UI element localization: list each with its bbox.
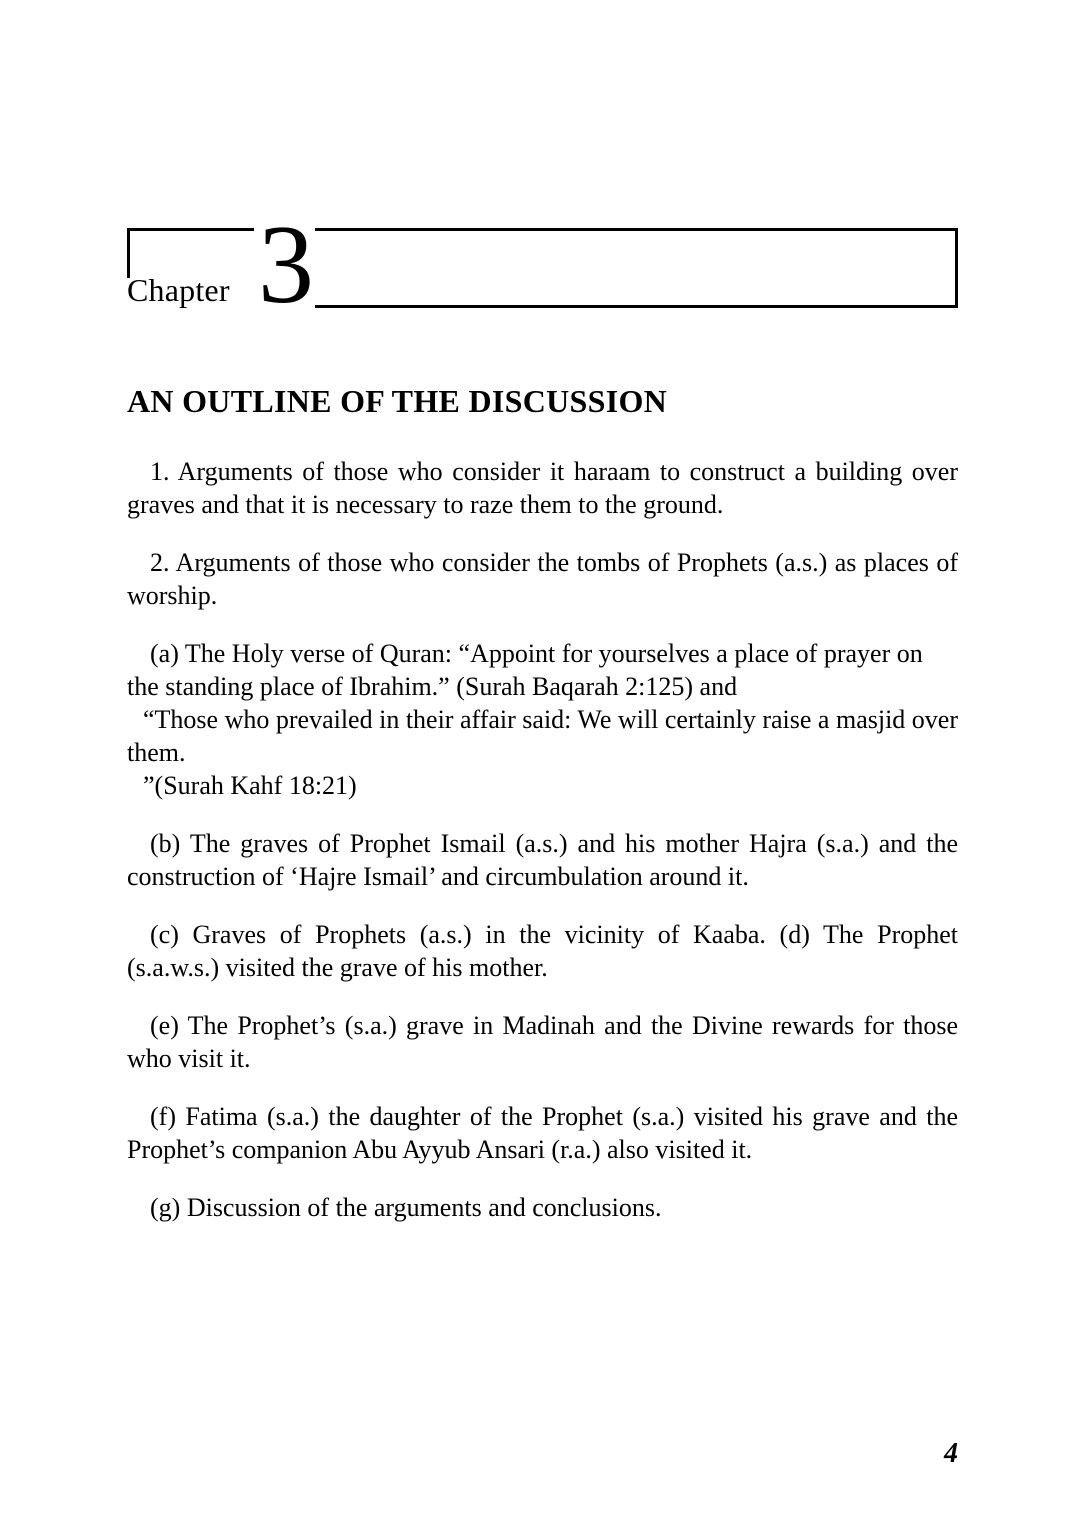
paragraph-item-e: (e) The Prophet’s (s.a.) grave in Madinah and the Divine rewards for those who visit it. bbox=[127, 1011, 958, 1073]
header-rule-bottom bbox=[315, 305, 958, 308]
paragraph-item-2: 2. Arguments of those who consider the tombs of Prophets (a.s.) as places of worship. bbox=[127, 548, 958, 610]
header-rule-top-right bbox=[315, 228, 958, 231]
page-title: AN OUTLINE OF THE DISCUSSION bbox=[127, 383, 668, 420]
paragraph-item-a-quote: “Those who prevailed in their affair said: We will certainly raise a masjid over them. bbox=[127, 705, 958, 767]
paragraph-item-a: (a) The Holy verse of Quran: “Appoint for yourselves a place of prayer on the standing place of Ibrahim.” (Surah Baqarah 2:125) and bbox=[127, 639, 923, 701]
paragraph-item-g: (g) Discussion of the arguments and conclusions. bbox=[150, 1193, 662, 1222]
body-text bbox=[127, 455, 958, 1249]
paragraph-item-b: (b) The graves of Prophet Ismail (a.s.) and his mother Hajra (s.a.) and the construction of ‘Hajre Ismail’ and circumbulation around it. bbox=[127, 829, 958, 891]
paragraph-item-c: (c) Graves of Prophets (a.s.) in the vicinity of Kaaba. (d) The Prophet (s.a.w.s.) visited the grave of his mother. bbox=[127, 920, 958, 982]
header-rule-right bbox=[955, 228, 958, 308]
paragraph-item-a-citation: ”(Surah Kahf 18:21) bbox=[143, 771, 357, 800]
chapter-number: 3 bbox=[258, 203, 314, 327]
paragraph-item-f: (f) Fatima (s.a.) the daughter of the Prophet (s.a.) visited his grave and the Prophet’s companion Abu Ayyub Ansari (r.a.) also visited it. bbox=[127, 1102, 958, 1164]
header-rule-top-left bbox=[127, 228, 254, 231]
chapter-header bbox=[127, 203, 958, 327]
page-number: 4 bbox=[944, 1438, 958, 1469]
paragraph-item-1: 1. Arguments of those who consider it haraam to construct a building over graves and that it is necessary to raze them to the ground. bbox=[127, 457, 958, 519]
chapter-label: Chapter bbox=[127, 272, 230, 308]
